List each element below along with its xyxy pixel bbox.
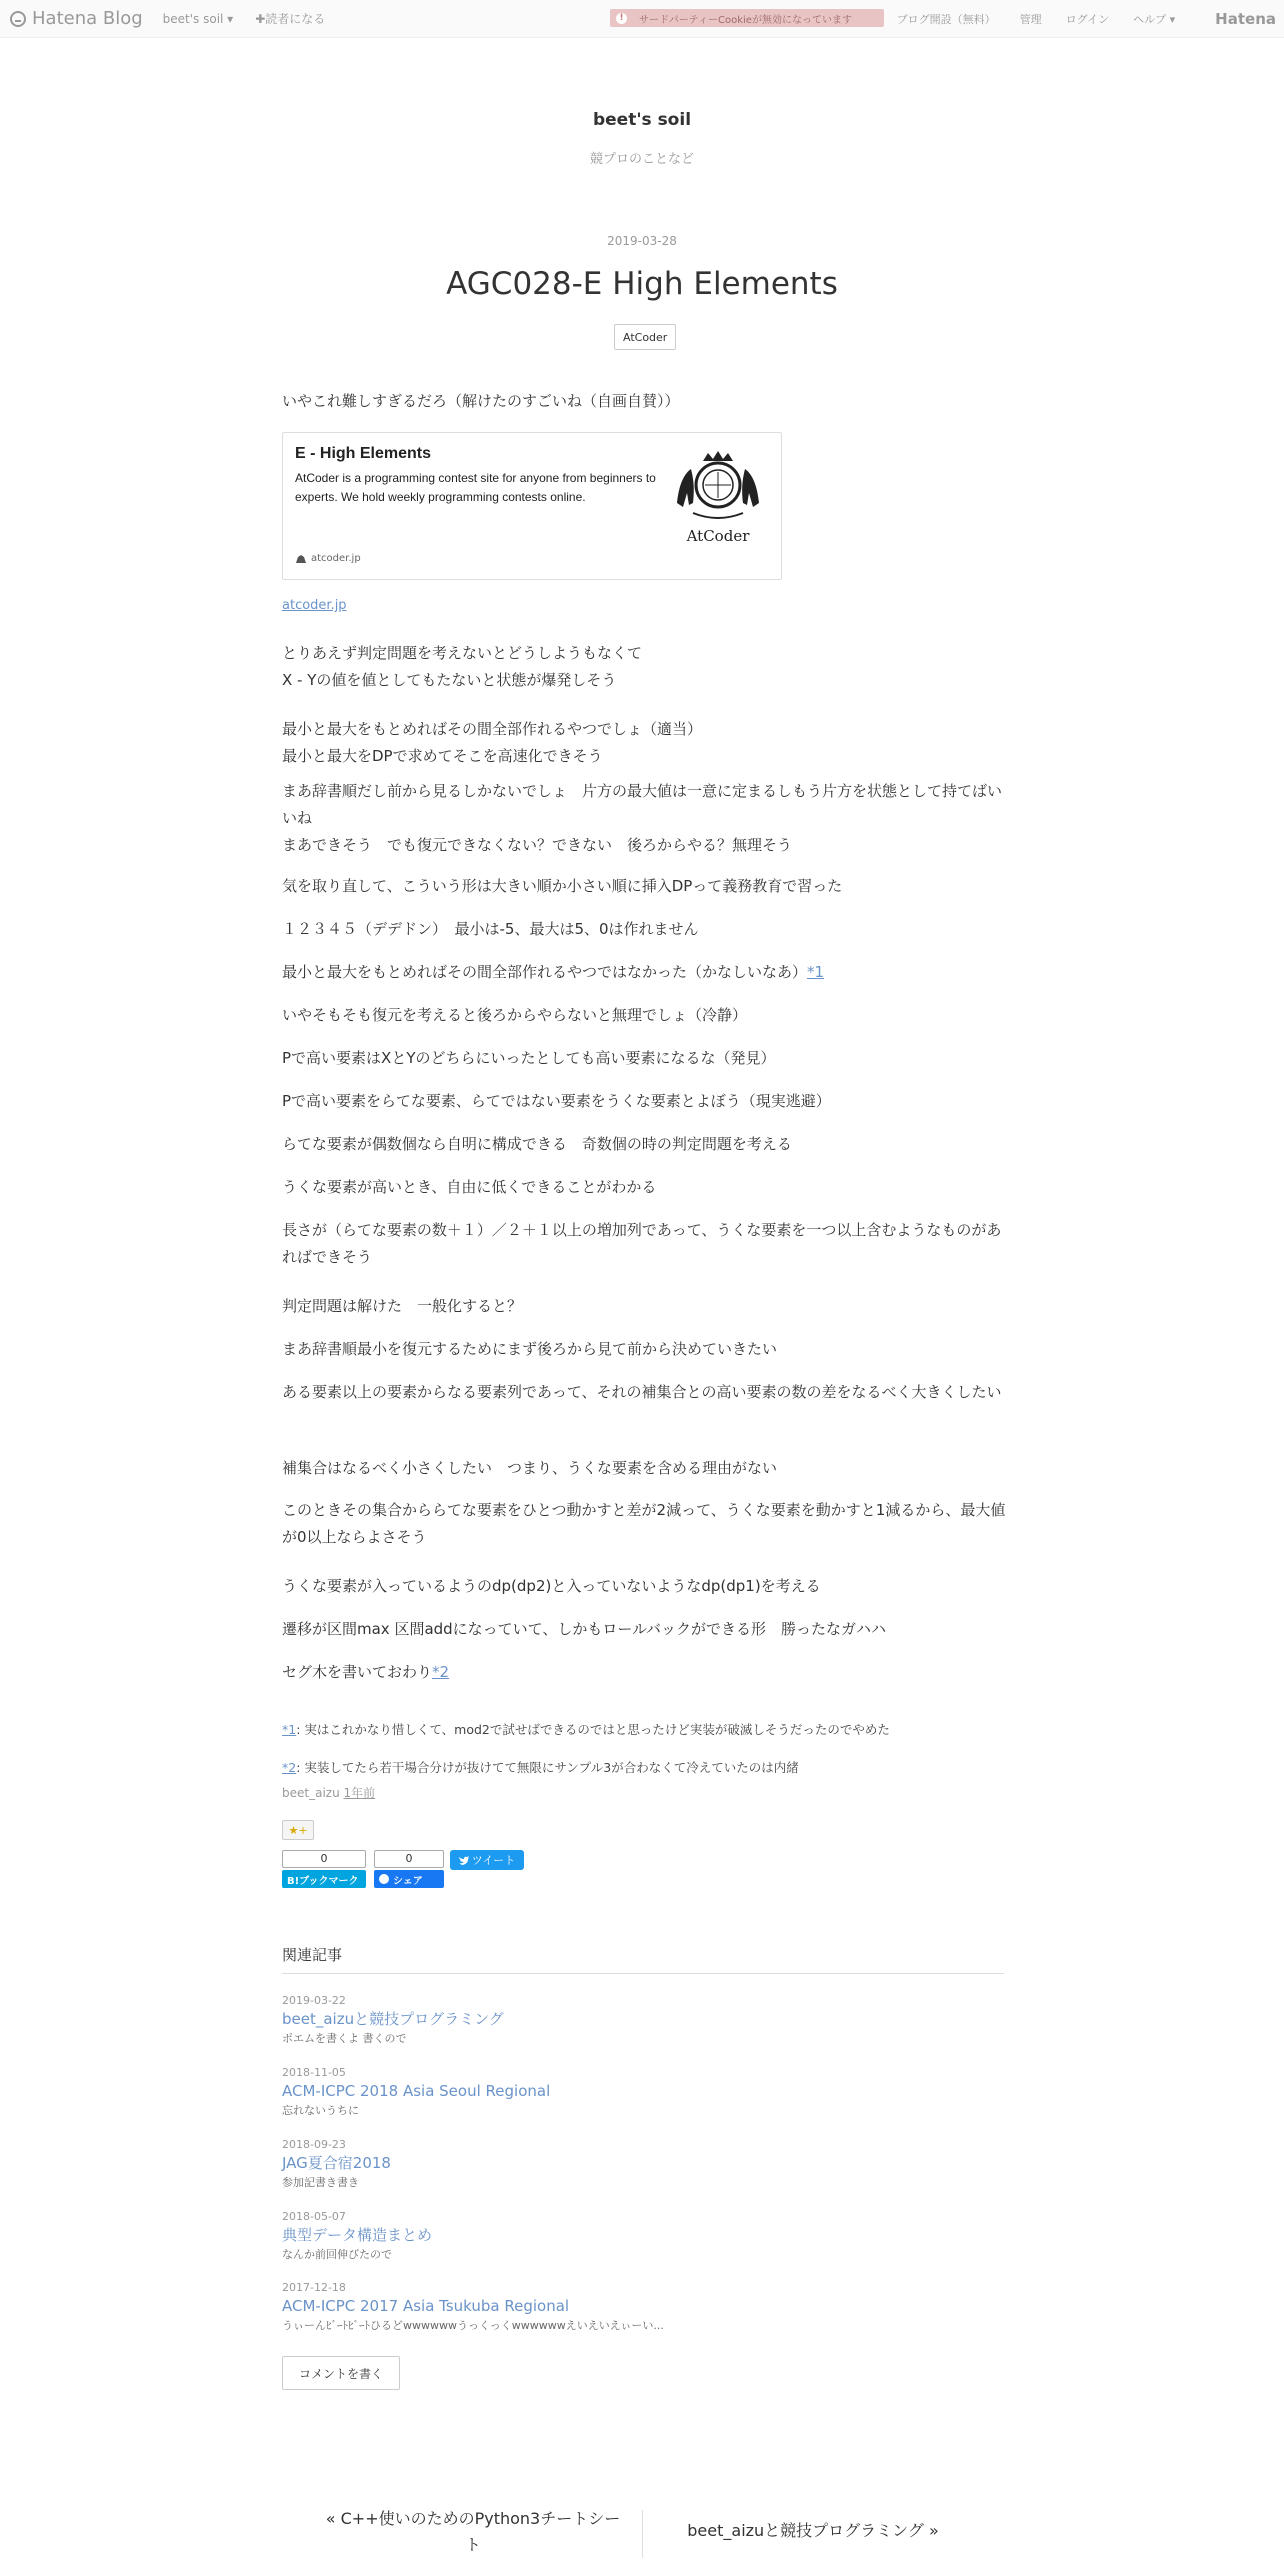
entry-paragraph [282, 1336, 1006, 1363]
facebook-count: 0 [374, 1850, 444, 1868]
footnotes [282, 1710, 1006, 1786]
twitter-icon [459, 1856, 469, 1865]
embed-link[interactable]: atcoder.jp [282, 598, 347, 613]
cookie-notice[interactable] [610, 9, 884, 27]
entry-paragraph [282, 1217, 1006, 1271]
author-name[interactable]: beet_aizu [282, 1786, 340, 1800]
related-date: 2018-09-23 [282, 2138, 346, 2151]
hatena-blog-logo[interactable] [10, 8, 143, 29]
paragraph-line: まあ辞書順最小を復元するためにまず後ろから見て前から決めていきたい [282, 1340, 778, 1358]
embed-title[interactable]: E - High Elements [295, 445, 432, 462]
global-header [0, 0, 1284, 38]
paragraph-line: Pで高い要素をらてな要素、らてではない要素をうくな要素とよぼう（現実逃避） [282, 1092, 831, 1110]
entry-paragraph [282, 1659, 1006, 1686]
subscribe-button[interactable]: ✚読者になる [255, 12, 326, 26]
related-item [282, 2210, 1004, 2264]
embed-description: AtCoder is a programming contest site for anyone from beginners to experts. We hold weekly programming contests online. [295, 471, 656, 504]
bookmark-count: 0 [282, 1850, 366, 1868]
paragraph-line: ある要素以上の要素からなる要素列であって、それの補集合との高い要素の数の差をなるべく大きくしたい [282, 1383, 1002, 1401]
paragraph-line: まあできそう でも復元できなくない？できない 後ろからやる？無理そう [282, 836, 793, 854]
permalink-time[interactable]: 1年前 [343, 1786, 376, 1800]
entry-paragraph [282, 1573, 1006, 1600]
entry-title[interactable]: AGC028-E High Elements [446, 266, 838, 302]
entry-paragraph [282, 1616, 1006, 1643]
intro-text: いやこれ難しすぎるだろ（解けたのすごいね（自画自賛）） [282, 392, 680, 410]
related-title[interactable]: beet_aizuと競技プログラミング [282, 2010, 504, 2028]
paragraph-line: X - Yの値を値としてもたないと状態が爆発しそう [282, 671, 617, 689]
paragraph-line: 気を取り直して、こういう形は大きい順か小さい順に挿入DPって義務教育で習った [282, 877, 843, 895]
category-tag[interactable]: AtCoder [614, 324, 676, 350]
paragraph-line: うくな要素が高いとき、自由に低くできることがわかる [282, 1178, 657, 1196]
related-date: 2017-12-18 [282, 2281, 346, 2294]
entry-paragraph [282, 873, 1006, 900]
entry-paragraph [282, 959, 1006, 986]
facebook-icon [379, 1874, 389, 1884]
open-blog-link[interactable]: ブログ開設（無料） [896, 13, 996, 26]
facebook-share-label: シェア [393, 1875, 423, 1887]
paragraph-line: いやそもそも復元を考えると後ろからやらないと無理でしょ（冷静） [282, 1006, 748, 1024]
related-summary: 参加記書き書き [282, 2176, 359, 2189]
paragraph-line: 判定問題は解けた 一般化すると？ [282, 1297, 523, 1315]
related-item [282, 2281, 1004, 2335]
login-link[interactable]: ログイン [1065, 13, 1110, 26]
paragraph-line [282, 1659, 1006, 1686]
entry-paragraph [282, 1131, 1006, 1158]
tweet-button[interactable] [450, 1850, 524, 1870]
related-summary: ポエムを書くよ 書くので [282, 2032, 407, 2045]
paragraph-line: まあ辞書順だし前から見るしかないでしょ 片方の最大値は一意に定まるしもう片方を状態として持てばいいね [282, 782, 1003, 827]
paragraph-line: 長さが（らてな要素の数＋１）／２＋１以上の増加列であって、うくな要素を一つ以上含むようなものがあればできそう [282, 1221, 1002, 1266]
footnote-ref-1[interactable]: *1 [282, 1721, 297, 1737]
paragraph-text: 最小と最大をもとめればその間全部作れるやつではなかった（かなしいなあ） [282, 963, 808, 981]
related-item [282, 2066, 1004, 2120]
paragraph-line: １２３４５（デデドン） 最小は-5、最大は5、0は作れません [282, 920, 699, 938]
related-item [282, 1994, 1004, 2048]
facebook-share-widget[interactable] [374, 1850, 444, 1888]
related-title[interactable]: ACM-ICPC 2017 Asia Tsukuba Regional [282, 2297, 570, 2315]
related-date: 2018-11-05 [282, 2066, 346, 2079]
atcoder-logo-text: AtCoder [686, 527, 750, 545]
entry-paragraph [282, 716, 1006, 770]
hatena-logo-text: Hatena [1215, 10, 1276, 28]
paragraph-line: このときその集合かららてな要素をひとつ動かすと差が2減って、うくな要素を動かすと1減るから、最大値が0以上ならよさそう [282, 1501, 1006, 1546]
atcoder-logo [663, 443, 773, 553]
hatena-blog-icon [10, 11, 26, 27]
related-date: 2019-03-22 [282, 1994, 346, 2007]
related-title[interactable]: 典型データ構造まとめ [282, 2226, 433, 2244]
footnote-1 [282, 1710, 1006, 1748]
hatena-bookmark-widget[interactable] [282, 1850, 366, 1888]
pager-divider [642, 2510, 643, 2558]
help-menu[interactable]: ヘルプ ▾ [1133, 13, 1176, 26]
related-summary: なんか前回伸びたので [282, 2248, 392, 2261]
related-item [282, 2138, 1004, 2192]
related-summary: うぃーんﾋﾞｰﾄﾋﾞｰﾄひるどwwwwwwうっくっくwwwwwwえいえいえぃーい... [282, 2319, 664, 2332]
related-heading: 関連記事 [282, 1944, 1004, 1974]
warning-icon: ! [616, 13, 627, 24]
blog-menu[interactable]: beet's soil ▾ [162, 11, 234, 26]
admin-link[interactable]: 管理 [1019, 13, 1042, 26]
entry-paragraph [282, 1088, 1006, 1115]
facebook-share-button[interactable] [374, 1870, 444, 1888]
embed-card[interactable] [282, 432, 782, 580]
paragraph-text: セグ木を書いておわり [282, 1663, 433, 1681]
prev-entry-link[interactable]: « C++使いのためのPython3チートシート [325, 2509, 621, 2554]
entry-paragraph [282, 1174, 1006, 1201]
write-comment-button[interactable]: コメントを書く [282, 2356, 400, 2390]
related-date: 2018-05-07 [282, 2210, 346, 2223]
paragraph-line: 最小と最大をもとめればその間全部作れるやつでしょ（適当） [282, 720, 703, 738]
blog-title[interactable]: beet's soil [592, 110, 692, 130]
paragraph-line: Pで高い要素はXとYのどちらにいったとしても高い要素になるな（発見） [282, 1049, 776, 1067]
cookie-notice-text: サードパーティーCookieが無効になっています [639, 14, 852, 26]
related-title[interactable]: JAG夏合宿2018 [282, 2154, 391, 2172]
entry-paragraph [282, 1455, 1006, 1482]
related-title[interactable]: ACM-ICPC 2018 Asia Seoul Regional [282, 2082, 551, 2100]
embed-site[interactable] [295, 553, 361, 564]
footnote-text-1: : 実はこれかなり惜しくて、mod2で試せばできるのではと思ったけど実装が破滅しそうだったのでやめた [296, 1722, 890, 1737]
paragraph-line: とりあえず判定問題を考えないとどうしようもなくて [282, 644, 643, 662]
paragraph-line: らてな要素が偶数個なら自明に構成できる 奇数個の時の判定問題を考える [282, 1135, 792, 1153]
entry-paragraph [282, 1293, 1006, 1320]
entry-paragraph [282, 1045, 1006, 1072]
paragraph-line [282, 959, 1006, 986]
related-summary: 忘れないうちに [282, 2104, 359, 2117]
footnote-text-2: : 実装してたら若干場合分けが抜けてて無限にサンプル3が合わなくて冷えていたのは内緒 [296, 1760, 799, 1775]
embed-site-text: atcoder.jp [311, 553, 361, 564]
entry-paragraph [282, 1379, 1006, 1406]
byline [282, 1784, 375, 1801]
footnote-ref-link[interactable]: *1 [807, 963, 825, 981]
entry-paragraph [282, 916, 1006, 943]
next-entry-link[interactable]: beet_aizuと競技プログラミング » [687, 2521, 939, 2540]
entry-paragraph [282, 778, 1006, 859]
entry-intro [282, 388, 1002, 415]
hatena-logo[interactable] [1191, 10, 1276, 28]
tweet-label: ツイート [471, 1854, 516, 1867]
entry-paragraph [282, 1497, 1006, 1551]
paragraph-line: 補集合はなるべく小さくしたい つまり、うくな要素を含める理由がない [282, 1459, 778, 1477]
entry-date[interactable]: 2019-03-28 [607, 234, 677, 248]
footnote-2 [282, 1748, 1006, 1786]
paragraph-line: うくな要素が入っているようのdp(dp2)と入っていないようなdp(dp1)を考える [282, 1577, 821, 1595]
add-star-button[interactable]: ★+ [282, 1820, 314, 1840]
footnote-ref-link[interactable]: *2 [432, 1663, 450, 1681]
entry-paragraph [282, 1002, 1006, 1029]
paragraph-line: 遷移が区間max 区間addになっていて、しかもロールバックができる形 勝ったなガハハ [282, 1620, 887, 1638]
global-links [873, 0, 1276, 38]
paragraph-line: 最小と最大をDPで求めてそこを高速化できそう [282, 747, 603, 765]
blog-description: 競プロのことなど [589, 152, 694, 167]
footnote-ref-2[interactable]: *2 [282, 1759, 297, 1775]
bookmark-button[interactable]: B!ブックマーク [282, 1870, 366, 1888]
hatena-blog-logo-text: Hatena Blog [32, 8, 143, 29]
pager [0, 2506, 1284, 2560]
site-favicon-icon [295, 554, 307, 564]
entry-paragraph [282, 640, 1006, 694]
